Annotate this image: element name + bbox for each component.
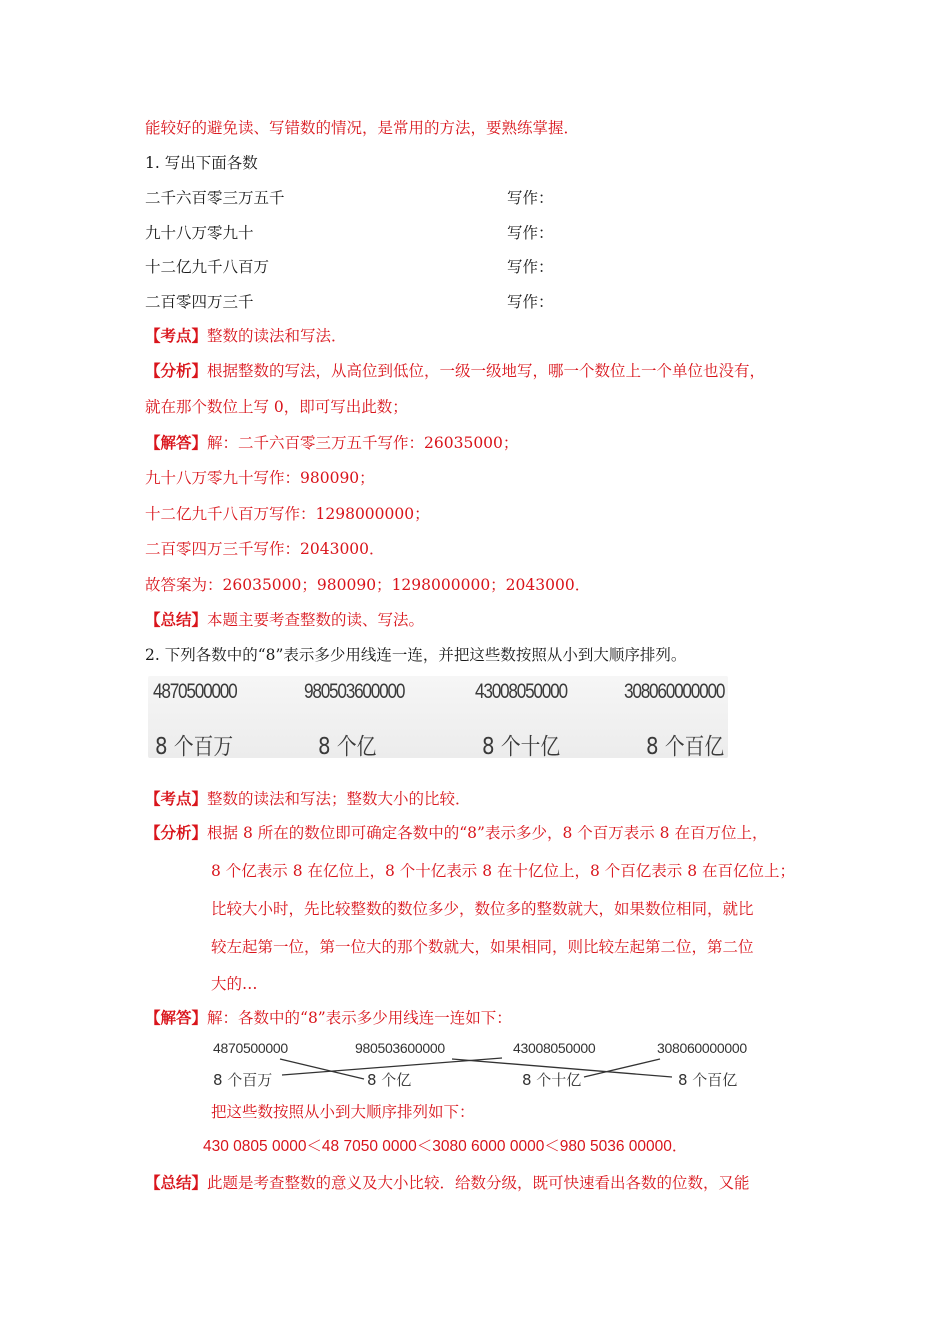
- q2-zongjie: [145, 1173, 750, 1193]
- intro-line: 能较好的避免读、写错数的情况，是常用的方法，要熟练掌握．: [145, 119, 580, 137]
- picture-number: 4870500000: [153, 680, 237, 703]
- diagram-label: 8 个亿: [367, 1071, 412, 1089]
- diagram-number: 43008050000: [513, 1040, 596, 1056]
- zongjie-text: 本题主要考查整数的读、写法。: [207, 611, 425, 629]
- diagram-number: 980503600000: [355, 1040, 445, 1056]
- picture-label: 8 个百万: [155, 734, 234, 760]
- jieda-text: 解：二千六百零三万五千写作：26035000；: [207, 434, 519, 452]
- q2-title: 2. 下列各数中的“8”表示多少用线连一连，并把这些数按照从小到大顺序排列。: [145, 646, 687, 664]
- picture-number: 980503600000: [304, 680, 405, 703]
- kaodian-text: 整数的读法和写法；整数大小的比较．: [207, 790, 471, 808]
- jieda-tag: 【解答】: [145, 1008, 208, 1027]
- q1-row-write-label: 写作：: [507, 293, 554, 311]
- q1-jieda-line: 九十八万零九十写作：980090；: [145, 469, 375, 487]
- q1-jieda-line: 二百零四万三千写作：2043000．: [145, 540, 385, 558]
- q2-order-result: 430 0805 0000＜48 7050 0000＜3080 6000 0000＜980 5036 00000．: [203, 1138, 688, 1155]
- picture-label: 8 个十亿: [482, 734, 561, 760]
- q1-row-write-label: 写作：: [507, 224, 554, 242]
- zongjie-tag: 【总结】: [145, 1173, 208, 1192]
- kaodian-text: 整数的读法和写法．: [207, 327, 347, 345]
- q1-row-text: 九十八万零九十: [145, 224, 254, 242]
- picture-number: 43008050000: [475, 680, 567, 703]
- q1-jieda-line: 十二亿九千八百万写作：1298000000；: [145, 505, 430, 523]
- q2-fenxi-cont: 比较大小时，先比较整数的数位多少，数位多的整数就大，如果数位相同，就比: [211, 900, 754, 918]
- q1-row-text: 十二亿九千八百万: [145, 258, 270, 276]
- q1-row-text: 二百零四万三千: [145, 293, 254, 311]
- diagram-number: 4870500000: [213, 1040, 288, 1056]
- q1-title: 1. 写出下面各数: [145, 154, 258, 172]
- picture-label: 8 个百亿: [646, 734, 725, 760]
- q1-row-text: 二千六百零三万五千: [145, 189, 285, 207]
- fenxi-text: 根据整数的写法，从高位到低位，一级一级地写，哪一个数位上一个单位也没有，: [207, 362, 766, 380]
- diagram-label: 8 个百万: [213, 1071, 273, 1089]
- q2-order-intro: 把这些数按照从小到大顺序排列如下：: [211, 1103, 475, 1121]
- q1-row-write-label: 写作：: [507, 189, 554, 207]
- q1-row-write-label: 写作：: [507, 258, 554, 276]
- jieda-text: 解：各数中的“8”表示多少用线连一连如下：: [207, 1009, 512, 1027]
- diagram-number: 308060000000: [657, 1040, 747, 1056]
- picture-number: 308060000000: [624, 680, 725, 703]
- q2-fenxi-cont: 较左起第一位，第一位大的那个数就大，如果相同，则比较左起第二位，第二位: [211, 938, 754, 956]
- kaodian-tag: 【考点】: [145, 326, 208, 345]
- q2-fenxi-cont: 8 个亿表示 8 在亿位上，8 个十亿表示 8 在十亿位上，8 个百亿表示 8 在百亿位上；: [211, 862, 796, 880]
- zongjie-text: 此题是考查整数的意义及大小比较．给数分级，既可快速看出各数的位数，又能: [207, 1174, 750, 1192]
- q2-fenxi-cont: 大的…: [211, 975, 258, 993]
- diagram-label: 8 个百亿: [678, 1071, 738, 1089]
- jieda-tag: 【解答】: [145, 433, 208, 452]
- zongjie-tag: 【总结】: [145, 610, 208, 629]
- fenxi-text: 根据 8 所在的数位即可确定各数中的“8”表示多少，8 个百万表示 8 在百万位上，: [207, 824, 768, 842]
- kaodian-tag: 【考点】: [145, 789, 208, 808]
- q1-answer: 故答案为：26035000；980090；1298000000；2043000．: [145, 576, 591, 594]
- q1-fenxi-cont: 就在那个数位上写 0，即可写出此数；: [145, 398, 408, 416]
- diagram-label: 8 个十亿: [522, 1071, 582, 1089]
- connection-line: [584, 1059, 660, 1077]
- picture-label: 8 个亿: [318, 734, 377, 760]
- fenxi-tag: 【分析】: [145, 361, 208, 380]
- fenxi-tag: 【分析】: [145, 823, 208, 842]
- connection-line: [452, 1059, 672, 1077]
